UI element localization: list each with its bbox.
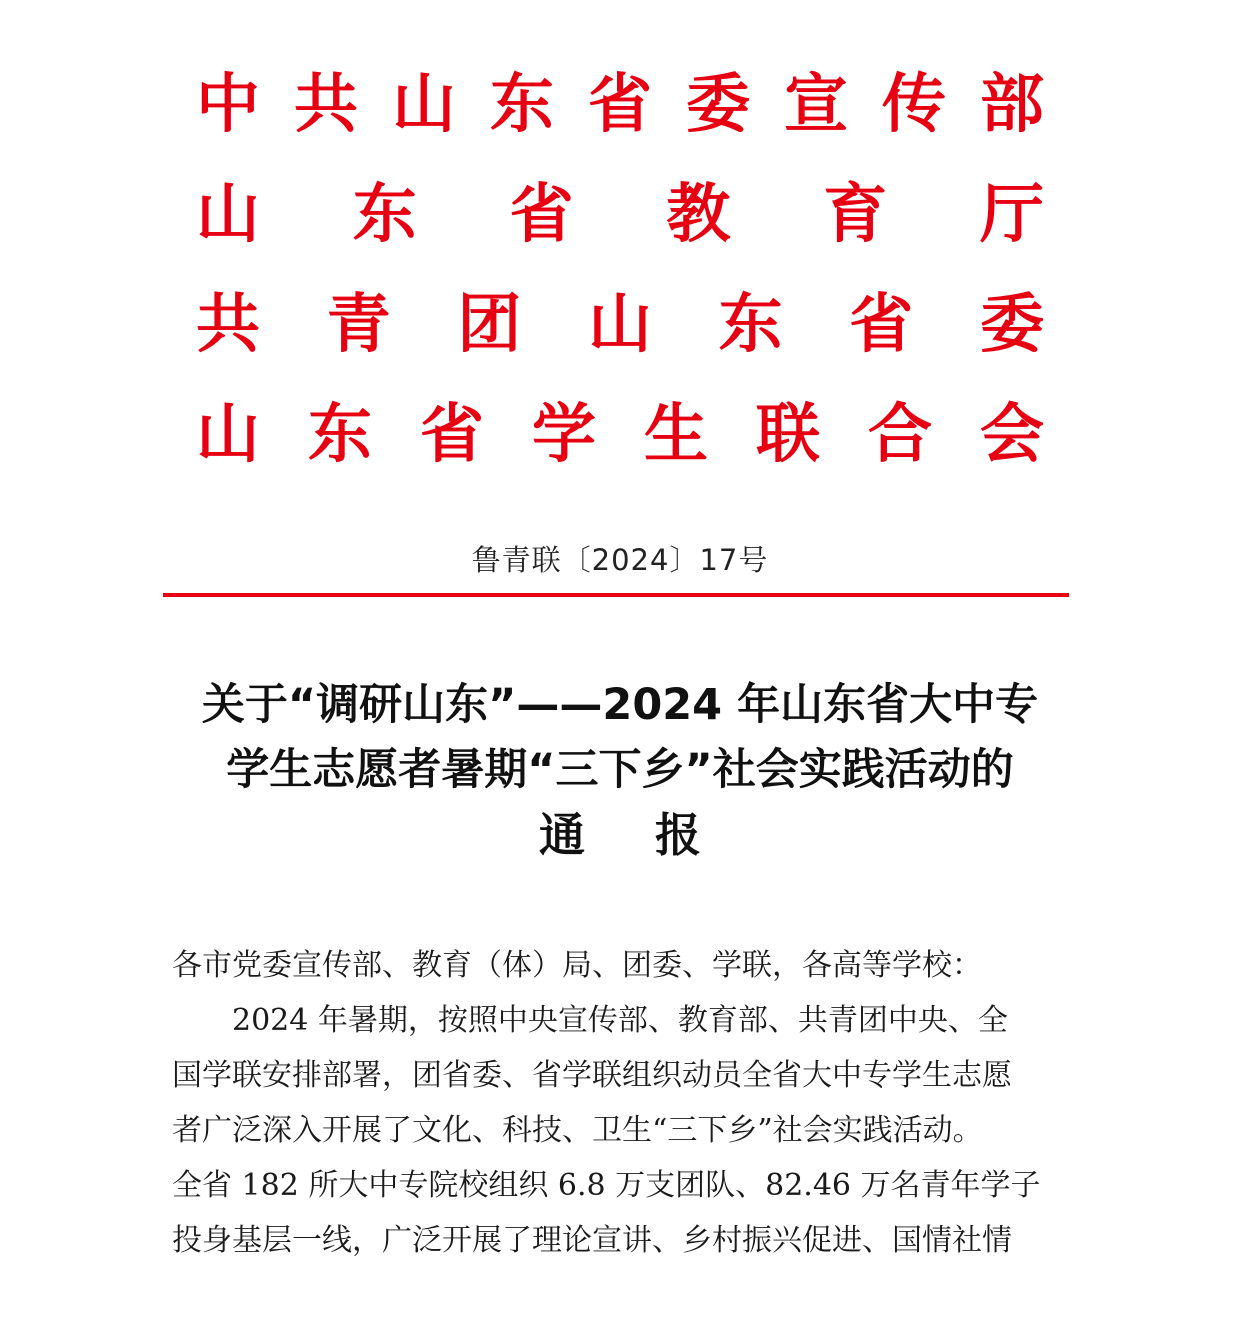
issuer-char: 联 xyxy=(756,397,820,472)
issuer-char: 省 xyxy=(420,397,484,472)
issuer-char: 学 xyxy=(532,397,596,472)
issuer-char: 教 xyxy=(666,177,731,252)
issuer-char: 宣 xyxy=(784,67,848,142)
issuer-char: 青 xyxy=(326,287,391,362)
title-line-3: 通报 xyxy=(539,808,771,862)
title-line-2: 学生志愿者暑期“三下乡”社会实践活动的 xyxy=(226,745,1014,795)
salutation: 各市党委宣传部、教育（体）局、团委、学联，各高等学校： xyxy=(172,948,982,983)
issuer-char: 合 xyxy=(868,397,932,472)
issuer-char: 省 xyxy=(849,287,914,362)
red-divider-line xyxy=(163,593,1069,597)
issuer-char: 传 xyxy=(882,67,946,142)
issuer-char: 共 xyxy=(196,287,260,362)
issuer-header xyxy=(195,50,1045,490)
issuer-line-3 xyxy=(195,270,1045,380)
issuer-char: 东 xyxy=(718,287,783,362)
issuer-char: 山 xyxy=(196,397,260,472)
issuer-char: 山 xyxy=(196,177,260,252)
paragraph-line: 国学联安排部署，团省委、省学联组织动员全省大中专学生志愿 xyxy=(172,1058,1012,1093)
issuer-char: 厅 xyxy=(979,177,1044,252)
issuer-char: 东 xyxy=(352,177,417,252)
issuer-char: 山 xyxy=(587,287,652,362)
issuer-char: 共 xyxy=(294,67,358,142)
issuer-char: 省 xyxy=(588,67,652,142)
title-line-1: 关于“调研山东”——2024 年山东省大中专 xyxy=(201,680,1039,730)
document-body xyxy=(172,938,1077,1268)
issuer-char: 部 xyxy=(980,67,1044,142)
issuer-line-1 xyxy=(195,50,1045,160)
paragraph-line: 投身基层一线，广泛开展了理论宣讲、乡村振兴促进、国情社情 xyxy=(172,1223,1012,1258)
issuer-char: 东 xyxy=(308,397,372,472)
issuer-char: 会 xyxy=(980,397,1044,472)
paragraph-line: 2024 年暑期，按照中央宣传部、教育部、共青团中央、全 xyxy=(232,1003,1008,1038)
paragraph-line: 全省 182 所大中专院校组织 6.8 万支团队、82.46 万名青年学子 xyxy=(172,1168,1041,1203)
issuer-char: 中 xyxy=(196,67,260,142)
document-title xyxy=(150,673,1090,868)
document-number: 鲁青联〔2024〕17号 xyxy=(471,543,769,577)
issuer-char: 团 xyxy=(457,287,522,362)
issuer-line-4 xyxy=(195,380,1045,490)
issuer-char: 东 xyxy=(490,67,554,142)
issuer-char: 山 xyxy=(392,67,456,142)
paragraph-line: 者广泛深入开展了文化、科技、卫生“三下乡”社会实践活动。 xyxy=(172,1113,983,1148)
issuer-char: 委 xyxy=(686,67,750,142)
issuer-line-2 xyxy=(195,160,1045,270)
issuer-char: 委 xyxy=(979,287,1044,362)
issuer-char: 育 xyxy=(823,177,888,252)
issuer-char: 生 xyxy=(644,397,708,472)
issuer-char: 省 xyxy=(509,177,574,252)
